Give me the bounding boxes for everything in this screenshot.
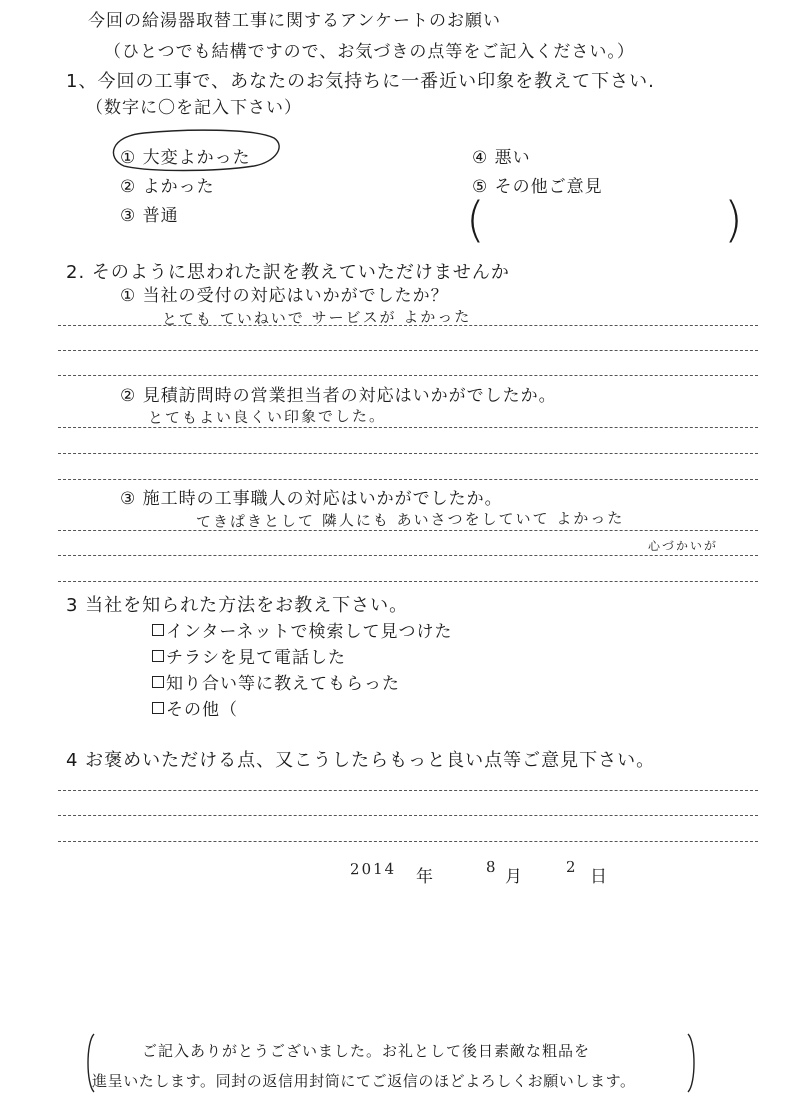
- date-day-unit: 日: [590, 867, 608, 887]
- q2-sub3-answer: てきぱきとして 隣人にも あいさつをしていて よかった: [195, 509, 625, 531]
- answer-line: [58, 375, 758, 376]
- q1-instruction: （数字に〇を記入下さい）: [86, 98, 302, 118]
- q1-option-2[interactable]: ② よかった: [120, 177, 215, 197]
- answer-line: [58, 325, 758, 326]
- q3-option-flyer[interactable]: チラシを見て電話した: [152, 643, 346, 668]
- checkbox-icon[interactable]: [152, 676, 164, 688]
- answer-line: [58, 427, 758, 428]
- answer-line: [58, 453, 758, 454]
- q2-heading: 2. そのように思われた訳を教えていただけませんか: [66, 262, 510, 283]
- q2-sub1-label: ① 当社の受付の対応はいかがでしたか？: [120, 286, 449, 306]
- q1-other-paren-close: ): [724, 192, 743, 248]
- answer-line: [58, 350, 758, 351]
- answer-line: [58, 479, 758, 480]
- footer-line-1: ご記入ありがとうございました。お礼として後日素敵な粗品を: [142, 1042, 591, 1060]
- answer-line: [58, 790, 758, 791]
- answer-line: [58, 555, 758, 556]
- checkbox-icon[interactable]: [152, 702, 164, 714]
- answer-line: [58, 841, 758, 842]
- q3-option-referral[interactable]: 知り合い等に教えてもらった: [152, 669, 400, 694]
- date-day: 2: [565, 857, 578, 877]
- date-year-unit: 年: [416, 867, 434, 887]
- date-month-unit: 月: [505, 867, 523, 887]
- q2-sub2-answer: とてもよい良くい印象でした。: [147, 406, 387, 428]
- survey-subtitle: （ひとつでも結構ですので、お気づきの点等をご記入ください。）: [104, 42, 635, 62]
- checkbox-icon[interactable]: [152, 650, 164, 662]
- answer-line: [58, 815, 758, 816]
- q2-sub2-label: ② 見積訪問時の営業担当者の対応はいかがでしたか。: [120, 386, 557, 406]
- q2-sub3-label: ③ 施工時の工事職人の対応はいかがでしたか。: [120, 489, 503, 509]
- checkbox-icon[interactable]: [152, 624, 164, 636]
- q1-option-3[interactable]: ③ 普通: [120, 206, 179, 226]
- q3-option-internet[interactable]: インターネットで検索して見つけた: [152, 617, 452, 642]
- survey-title: 今回の給湯器取替工事に関するアンケートのお願い: [88, 11, 501, 31]
- q1-option-1[interactable]: ① 大変よかった: [120, 148, 251, 168]
- q1-option-5[interactable]: ⑤ その他ご意見: [472, 177, 603, 197]
- q4-heading: 4 お褒めいただける点、又こうしたらもっと良い点等ご意見下さい。: [66, 750, 656, 771]
- q3-option-other[interactable]: その他（: [152, 695, 238, 720]
- date-year: 2014: [349, 859, 397, 879]
- q1-option-4[interactable]: ④ 悪い: [472, 148, 531, 168]
- answer-line: [58, 530, 758, 531]
- q3-heading: 3 当社を知られた方法をお教え下さい。: [66, 595, 409, 616]
- q1-other-paren-open: (: [466, 192, 485, 248]
- q1-heading: 1、今回の工事で、あなたのお気持ちに一番近い印象を教えて下さい.: [66, 71, 655, 92]
- answer-line: [58, 581, 758, 582]
- q2-sub1-answer: とても ていねいで サービスが よかった: [161, 307, 472, 329]
- date-month: 8: [485, 857, 498, 877]
- footer-line-2: 進呈いたします。同封の返信用封筒にてご返信のほどよろしくお願いします。: [92, 1072, 636, 1090]
- q2-sub3-insertion: 心づかいが: [647, 538, 719, 554]
